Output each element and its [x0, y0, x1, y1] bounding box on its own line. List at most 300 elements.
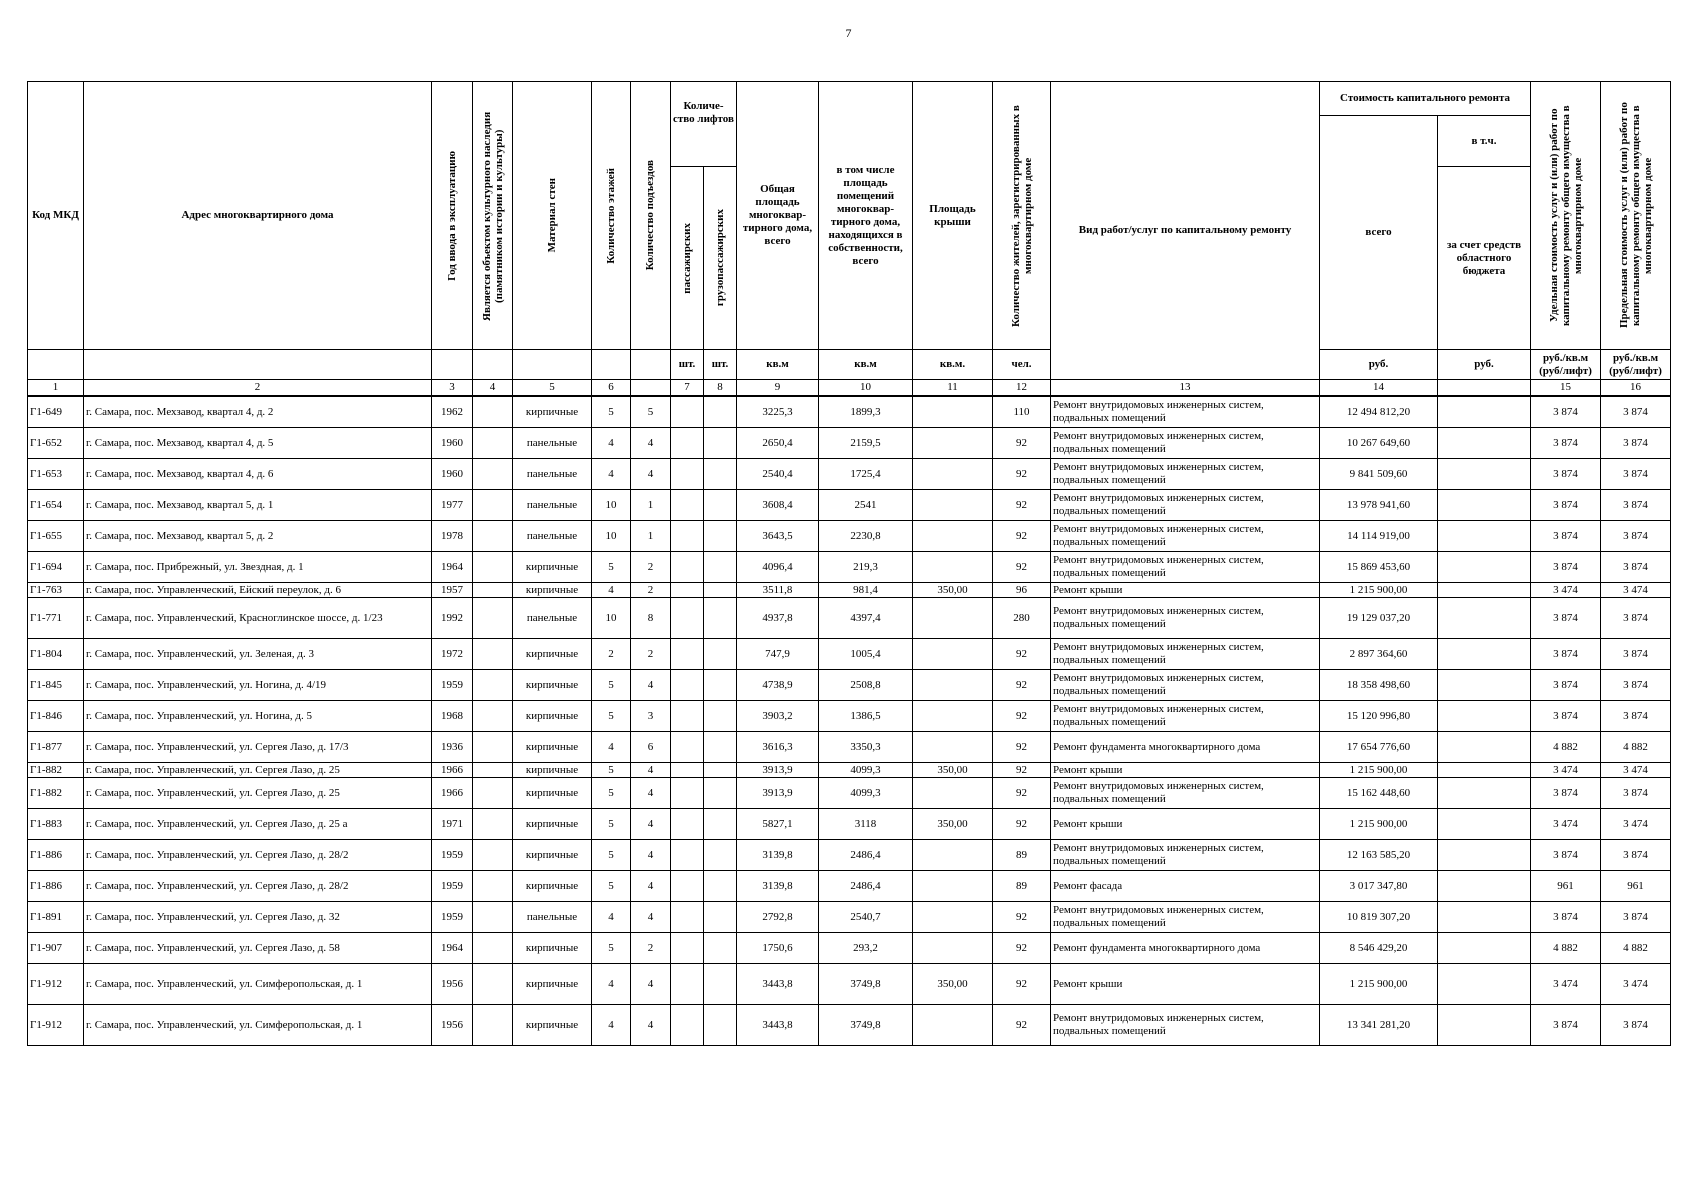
- cell-owned-area: 4099,3: [819, 763, 913, 778]
- column-number: 9: [737, 380, 819, 397]
- cell-entrances: 2: [631, 552, 671, 583]
- cell-unit-cost: 3 474: [1531, 583, 1601, 598]
- cell-residents: 92: [993, 701, 1051, 732]
- cell-cost-regional: [1438, 778, 1531, 809]
- cell-address: г. Самара, пос. Управленческий, ул. Зеленая, д. 3: [84, 639, 432, 670]
- cell-year: 1936: [432, 732, 473, 763]
- cell-lifts-freight: [704, 778, 737, 809]
- cell-lifts-pass: [671, 933, 704, 964]
- cell-lifts-pass: [671, 732, 704, 763]
- cell-year: 1968: [432, 701, 473, 732]
- cell-address: г. Самара, пос. Мехзавод, квартал 4, д. 6: [84, 459, 432, 490]
- cell-heritage: [473, 521, 513, 552]
- table-row: [28, 428, 1671, 459]
- cell-lifts-freight: [704, 809, 737, 840]
- cell-total-area: 3643,5: [737, 521, 819, 552]
- cell-owned-area: 1725,4: [819, 459, 913, 490]
- header-year: Год ввода в эксплуатацию: [445, 150, 458, 281]
- cell-owned-area: 1005,4: [819, 639, 913, 670]
- table-row: [28, 459, 1671, 490]
- cell-roof-area: [913, 428, 993, 459]
- cell-total-area: 3139,8: [737, 840, 819, 871]
- cell-entrances: 6: [631, 732, 671, 763]
- cell-unit-cost: 3 874: [1531, 778, 1601, 809]
- cell-residents: 92: [993, 902, 1051, 933]
- cell-cost-regional: [1438, 598, 1531, 639]
- cell-work-type: Ремонт внутридомовых инженерных систем, подвальных помещений: [1051, 840, 1320, 871]
- cell-cost-regional: [1438, 490, 1531, 521]
- cell-floors: 5: [592, 763, 631, 778]
- cell-code: Г1-694: [28, 552, 84, 583]
- cell-year: 1957: [432, 583, 473, 598]
- cell-roof-area: [913, 778, 993, 809]
- cell-lifts-pass: [671, 809, 704, 840]
- cell-cost-regional: [1438, 701, 1531, 732]
- cell-code: Г1-649: [28, 396, 84, 428]
- cell-owned-area: 3749,8: [819, 1005, 913, 1046]
- cell-code: Г1-912: [28, 1005, 84, 1046]
- cell-floors: 5: [592, 670, 631, 701]
- cell-unit-cost: 4 882: [1531, 732, 1601, 763]
- cell-cost-regional: [1438, 902, 1531, 933]
- cell-floors: 10: [592, 521, 631, 552]
- cell-address: г. Самара, пос. Управленческий, ул. Ногина, д. 4/19: [84, 670, 432, 701]
- cell-lifts-freight: [704, 871, 737, 902]
- cell-entrances: 4: [631, 809, 671, 840]
- cell-code: Г1-763: [28, 583, 84, 598]
- unit-residents: чел.: [993, 350, 1051, 380]
- header-residents: Количество жителей, зарегистрированных в многоквартирном доме: [1009, 104, 1034, 327]
- cell-roof-area: [913, 396, 993, 428]
- cell-max-cost: 3 474: [1601, 763, 1671, 778]
- cell-lifts-pass: [671, 459, 704, 490]
- cell-walls: панельные: [513, 521, 592, 552]
- cell-max-cost: 3 874: [1601, 840, 1671, 871]
- cell-owned-area: 2159,5: [819, 428, 913, 459]
- cell-year: 1959: [432, 871, 473, 902]
- header-walls: Материал стен: [545, 178, 558, 253]
- cell-heritage: [473, 809, 513, 840]
- cell-walls: кирпичные: [513, 964, 592, 1005]
- cell-year: 1959: [432, 902, 473, 933]
- cell-total-area: 4738,9: [737, 670, 819, 701]
- unit-lifts-pass: шт.: [671, 350, 704, 380]
- cell-floors: 5: [592, 809, 631, 840]
- table-row: [28, 1005, 1671, 1046]
- cell-cost-total: 10 267 649,60: [1320, 428, 1438, 459]
- cell-heritage: [473, 701, 513, 732]
- cell-roof-area: [913, 701, 993, 732]
- cell-entrances: 1: [631, 490, 671, 521]
- cell-cost-regional: [1438, 1005, 1531, 1046]
- cell-residents: 92: [993, 639, 1051, 670]
- cell-entrances: 4: [631, 428, 671, 459]
- cell-owned-area: 4397,4: [819, 598, 913, 639]
- cell-unit-cost: 4 882: [1531, 933, 1601, 964]
- column-number: 7: [671, 380, 704, 397]
- table-row: [28, 763, 1671, 778]
- cell-lifts-pass: [671, 840, 704, 871]
- table-row: [28, 583, 1671, 598]
- column-number: 2: [84, 380, 432, 397]
- cell-roof-area: [913, 552, 993, 583]
- cell-heritage: [473, 598, 513, 639]
- cell-code: Г1-846: [28, 701, 84, 732]
- cell-address: г. Самара, пос. Управленческий, ул. Сергея Лазо, д. 32: [84, 902, 432, 933]
- cell-owned-area: 3118: [819, 809, 913, 840]
- cell-walls: кирпичные: [513, 840, 592, 871]
- cell-entrances: 4: [631, 902, 671, 933]
- cell-max-cost: 3 874: [1601, 552, 1671, 583]
- cell-lifts-freight: [704, 428, 737, 459]
- cell-heritage: [473, 964, 513, 1005]
- cell-roof-area: [913, 871, 993, 902]
- cell-walls: кирпичные: [513, 732, 592, 763]
- cell-walls: кирпичные: [513, 778, 592, 809]
- cell-max-cost: 3 474: [1601, 964, 1671, 1005]
- cell-heritage: [473, 670, 513, 701]
- cell-year: 1959: [432, 670, 473, 701]
- column-number: 14: [1320, 380, 1438, 397]
- unit-lifts-freight: шт.: [704, 350, 737, 380]
- cell-work-type: Ремонт внутридомовых инженерных систем, подвальных помещений: [1051, 778, 1320, 809]
- cell-cost-regional: [1438, 763, 1531, 778]
- cell-heritage: [473, 933, 513, 964]
- cell-residents: 92: [993, 521, 1051, 552]
- cell-roof-area: [913, 933, 993, 964]
- table-row: [28, 778, 1671, 809]
- cell-lifts-pass: [671, 583, 704, 598]
- cell-lifts-freight: [704, 701, 737, 732]
- cell-code: Г1-891: [28, 902, 84, 933]
- cell-cost-total: 1 215 900,00: [1320, 583, 1438, 598]
- unit-owned-area: кв.м: [819, 350, 913, 380]
- cell-cost-total: 3 017 347,80: [1320, 871, 1438, 902]
- cell-cost-total: 12 494 812,20: [1320, 396, 1438, 428]
- cell-code: Г1-912: [28, 964, 84, 1005]
- cell-lifts-freight: [704, 763, 737, 778]
- cell-cost-regional: [1438, 871, 1531, 902]
- unit-cost-regional: руб.: [1438, 350, 1531, 380]
- cell-address: г. Самара, пос. Управленческий, ул. Сергея Лазо, д. 28/2: [84, 871, 432, 902]
- cell-lifts-freight: [704, 598, 737, 639]
- cell-walls: кирпичные: [513, 583, 592, 598]
- cell-work-type: Ремонт внутридомовых инженерных систем, подвальных помещений: [1051, 902, 1320, 933]
- header-total-area: Общая площадь многоквар-тирного дома, всего: [737, 82, 819, 350]
- cell-heritage: [473, 639, 513, 670]
- cell-lifts-freight: [704, 583, 737, 598]
- cell-residents: 92: [993, 459, 1051, 490]
- cell-heritage: [473, 490, 513, 521]
- cell-cost-total: 10 819 307,20: [1320, 902, 1438, 933]
- cell-year: 1960: [432, 428, 473, 459]
- cell-work-type: Ремонт внутридомовых инженерных систем, подвальных помещений: [1051, 670, 1320, 701]
- cell-cost-total: 14 114 919,00: [1320, 521, 1438, 552]
- table-row: [28, 490, 1671, 521]
- cell-lifts-freight: [704, 396, 737, 428]
- cell-entrances: 4: [631, 778, 671, 809]
- header-cost-regional: за счет средств областного бюджета: [1438, 167, 1531, 350]
- cell-cost-regional: [1438, 428, 1531, 459]
- cell-heritage: [473, 1005, 513, 1046]
- cell-cost-total: 15 120 996,80: [1320, 701, 1438, 732]
- header-floors: Количество этажей: [604, 167, 617, 264]
- cell-floors: 5: [592, 396, 631, 428]
- cell-roof-area: [913, 598, 993, 639]
- cell-floors: 4: [592, 902, 631, 933]
- page-number: 7: [845, 26, 852, 40]
- header-cost: Стоимость капитального ремонта: [1320, 82, 1531, 116]
- cell-work-type: Ремонт крыши: [1051, 809, 1320, 840]
- cell-cost-regional: [1438, 459, 1531, 490]
- cell-entrances: 2: [631, 933, 671, 964]
- cell-roof-area: [913, 521, 993, 552]
- cell-year: 1966: [432, 763, 473, 778]
- cell-lifts-pass: [671, 396, 704, 428]
- cell-walls: панельные: [513, 428, 592, 459]
- cell-owned-area: 219,3: [819, 552, 913, 583]
- cell-total-area: 4096,4: [737, 552, 819, 583]
- cell-walls: панельные: [513, 598, 592, 639]
- table-row: [28, 598, 1671, 639]
- cell-address: г. Самара, пос. Управленческий, ул. Сергея Лазо, д. 25 а: [84, 809, 432, 840]
- cell-total-area: 3608,4: [737, 490, 819, 521]
- cell-lifts-pass: [671, 763, 704, 778]
- table-row: [28, 809, 1671, 840]
- cell-floors: 5: [592, 840, 631, 871]
- header-lifts: Количе-ство лифтов: [671, 82, 737, 167]
- cell-unit-cost: 3 874: [1531, 840, 1601, 871]
- cell-total-area: 3139,8: [737, 871, 819, 902]
- header-owned-area: в том числе площадь помещений многоквар-тирного дома, находящихся в собственности, всего: [819, 82, 913, 350]
- cell-unit-cost: 3 874: [1531, 598, 1601, 639]
- cell-walls: кирпичные: [513, 933, 592, 964]
- cell-residents: 92: [993, 778, 1051, 809]
- cell-work-type: Ремонт фасада: [1051, 871, 1320, 902]
- column-number: 11: [913, 380, 993, 397]
- cell-owned-area: 981,4: [819, 583, 913, 598]
- cell-unit-cost: 3 874: [1531, 670, 1601, 701]
- cell-floors: 10: [592, 598, 631, 639]
- cell-year: 1971: [432, 809, 473, 840]
- cell-lifts-freight: [704, 490, 737, 521]
- cell-residents: 92: [993, 732, 1051, 763]
- cell-code: Г1-882: [28, 763, 84, 778]
- cell-residents: 92: [993, 933, 1051, 964]
- column-number: 16: [1601, 380, 1671, 397]
- column-number: 12: [993, 380, 1051, 397]
- cell-cost-total: 18 358 498,60: [1320, 670, 1438, 701]
- cell-work-type: Ремонт крыши: [1051, 583, 1320, 598]
- table-row: [28, 639, 1671, 670]
- cell-entrances: 2: [631, 583, 671, 598]
- cell-cost-total: 15 162 448,60: [1320, 778, 1438, 809]
- cell-walls: кирпичные: [513, 763, 592, 778]
- cell-floors: 10: [592, 490, 631, 521]
- capital-repair-table: [27, 81, 1671, 1046]
- cell-total-area: 3225,3: [737, 396, 819, 428]
- cell-floors: 4: [592, 583, 631, 598]
- cell-cost-regional: [1438, 396, 1531, 428]
- column-numbers-row: [28, 380, 1671, 397]
- cell-max-cost: 3 874: [1601, 396, 1671, 428]
- table-row: [28, 701, 1671, 732]
- cell-lifts-pass: [671, 490, 704, 521]
- cell-walls: панельные: [513, 902, 592, 933]
- cell-address: г. Самара, пос. Управленческий, ул. Сергея Лазо, д. 25: [84, 763, 432, 778]
- cell-floors: 4: [592, 1005, 631, 1046]
- column-number: 3: [432, 380, 473, 397]
- cell-cost-regional: [1438, 964, 1531, 1005]
- cell-unit-cost: 3 874: [1531, 396, 1601, 428]
- cell-lifts-freight: [704, 552, 737, 583]
- cell-work-type: Ремонт внутридомовых инженерных систем, подвальных помещений: [1051, 639, 1320, 670]
- cell-entrances: 2: [631, 639, 671, 670]
- cell-year: 1956: [432, 964, 473, 1005]
- cell-code: Г1-882: [28, 778, 84, 809]
- unit-roof-area: кв.м.: [913, 350, 993, 380]
- header-roof-area: Площадь крыши: [913, 82, 993, 350]
- cell-cost-total: 1 215 900,00: [1320, 763, 1438, 778]
- cell-year: 1962: [432, 396, 473, 428]
- table-row: [28, 902, 1671, 933]
- cell-cost-total: 19 129 037,20: [1320, 598, 1438, 639]
- cell-cost-total: 12 163 585,20: [1320, 840, 1438, 871]
- cell-roof-area: [913, 670, 993, 701]
- cell-floors: 4: [592, 732, 631, 763]
- cell-lifts-pass: [671, 871, 704, 902]
- cell-address: г. Самара, пос. Управленческий, ул. Ногина, д. 5: [84, 701, 432, 732]
- cell-residents: 92: [993, 490, 1051, 521]
- cell-residents: 92: [993, 670, 1051, 701]
- column-number: [631, 380, 671, 397]
- cell-heritage: [473, 763, 513, 778]
- cell-cost-total: 1 215 900,00: [1320, 809, 1438, 840]
- cell-total-area: 3903,2: [737, 701, 819, 732]
- column-number: 5: [513, 380, 592, 397]
- cell-code: Г1-886: [28, 871, 84, 902]
- header-entrances: Количество подъездов: [644, 160, 656, 271]
- cell-entrances: 4: [631, 459, 671, 490]
- cell-address: г. Самара, пос. Мехзавод, квартал 4, д. 5: [84, 428, 432, 459]
- cell-cost-regional: [1438, 809, 1531, 840]
- column-number: 1: [28, 380, 84, 397]
- cell-total-area: 2540,4: [737, 459, 819, 490]
- cell-total-area: 3511,8: [737, 583, 819, 598]
- cell-lifts-pass: [671, 598, 704, 639]
- cell-work-type: Ремонт крыши: [1051, 964, 1320, 1005]
- column-number: 10: [819, 380, 913, 397]
- cell-cost-total: 13 341 281,20: [1320, 1005, 1438, 1046]
- cell-owned-area: 1386,5: [819, 701, 913, 732]
- cell-lifts-pass: [671, 701, 704, 732]
- table-row: [28, 552, 1671, 583]
- cell-max-cost: 4 882: [1601, 732, 1671, 763]
- cell-max-cost: 3 874: [1601, 428, 1671, 459]
- cell-max-cost: 3 874: [1601, 639, 1671, 670]
- cell-year: 1972: [432, 639, 473, 670]
- cell-residents: 110: [993, 396, 1051, 428]
- cell-floors: 5: [592, 871, 631, 902]
- cell-lifts-pass: [671, 964, 704, 1005]
- cell-owned-area: 2230,8: [819, 521, 913, 552]
- cell-code: Г1-886: [28, 840, 84, 871]
- cell-walls: кирпичные: [513, 809, 592, 840]
- table-row: [28, 396, 1671, 428]
- cell-unit-cost: 3 874: [1531, 552, 1601, 583]
- cell-total-area: 3913,9: [737, 778, 819, 809]
- cell-lifts-pass: [671, 552, 704, 583]
- column-number: 15: [1531, 380, 1601, 397]
- cell-work-type: Ремонт внутридомовых инженерных систем, подвальных помещений: [1051, 428, 1320, 459]
- cell-work-type: Ремонт внутридомовых инженерных систем, подвальных помещений: [1051, 1005, 1320, 1046]
- cell-lifts-freight: [704, 732, 737, 763]
- cell-total-area: 747,9: [737, 639, 819, 670]
- cell-entrances: 4: [631, 840, 671, 871]
- cell-total-area: 3443,8: [737, 1005, 819, 1046]
- cell-code: Г1-771: [28, 598, 84, 639]
- table-row: [28, 670, 1671, 701]
- cell-total-area: 2650,4: [737, 428, 819, 459]
- unit-unit-cost: руб./кв.м (руб/лифт): [1531, 350, 1601, 380]
- cell-unit-cost: 3 874: [1531, 459, 1601, 490]
- cell-residents: 89: [993, 840, 1051, 871]
- cell-max-cost: 3 874: [1601, 521, 1671, 552]
- cell-address: г. Самара, пос. Управленческий, ул. Симферопольская, д. 1: [84, 1005, 432, 1046]
- cell-entrances: 3: [631, 701, 671, 732]
- cell-walls: кирпичные: [513, 552, 592, 583]
- cell-floors: 5: [592, 552, 631, 583]
- cell-roof-area: 350,00: [913, 763, 993, 778]
- cell-residents: 92: [993, 552, 1051, 583]
- cell-floors: 2: [592, 639, 631, 670]
- cell-year: 1956: [432, 1005, 473, 1046]
- cell-owned-area: 2541: [819, 490, 913, 521]
- cell-cost-regional: [1438, 670, 1531, 701]
- cell-address: г. Самара, пос. Мехзавод, квартал 4, д. 2: [84, 396, 432, 428]
- cell-cost-total: 1 215 900,00: [1320, 964, 1438, 1005]
- cell-walls: кирпичные: [513, 1005, 592, 1046]
- cell-work-type: Ремонт крыши: [1051, 763, 1320, 778]
- cell-cost-total: 15 869 453,60: [1320, 552, 1438, 583]
- cell-code: Г1-907: [28, 933, 84, 964]
- header-cost-incl: в т.ч.: [1438, 116, 1531, 167]
- cell-total-area: 3443,8: [737, 964, 819, 1005]
- cell-roof-area: 350,00: [913, 964, 993, 1005]
- cell-entrances: 1: [631, 521, 671, 552]
- cell-code: Г1-877: [28, 732, 84, 763]
- header-max-cost: Предельная стоимость услуг и (или) работ по капитальному ремонту общего имущества в многоквартирном доме: [1617, 102, 1654, 329]
- cell-max-cost: 3 874: [1601, 598, 1671, 639]
- cell-owned-area: 3350,3: [819, 732, 913, 763]
- cell-lifts-pass: [671, 521, 704, 552]
- column-number: 8: [704, 380, 737, 397]
- cell-unit-cost: 3 474: [1531, 809, 1601, 840]
- cell-owned-area: 293,2: [819, 933, 913, 964]
- cell-lifts-freight: [704, 933, 737, 964]
- cell-residents: 92: [993, 964, 1051, 1005]
- table-row: [28, 840, 1671, 871]
- cell-owned-area: 2540,7: [819, 902, 913, 933]
- cell-address: г. Самара, пос. Управленческий, ул. Сергея Лазо, д. 25: [84, 778, 432, 809]
- cell-lifts-freight: [704, 902, 737, 933]
- header-unit-cost: Удельная стоимость услуг и (или) работ по капитальному ремонту общего имущества в многоквартирном доме: [1547, 105, 1584, 326]
- cell-heritage: [473, 732, 513, 763]
- cell-code: Г1-652: [28, 428, 84, 459]
- cell-lifts-pass: [671, 1005, 704, 1046]
- cell-residents: 280: [993, 598, 1051, 639]
- cell-floors: 4: [592, 964, 631, 1005]
